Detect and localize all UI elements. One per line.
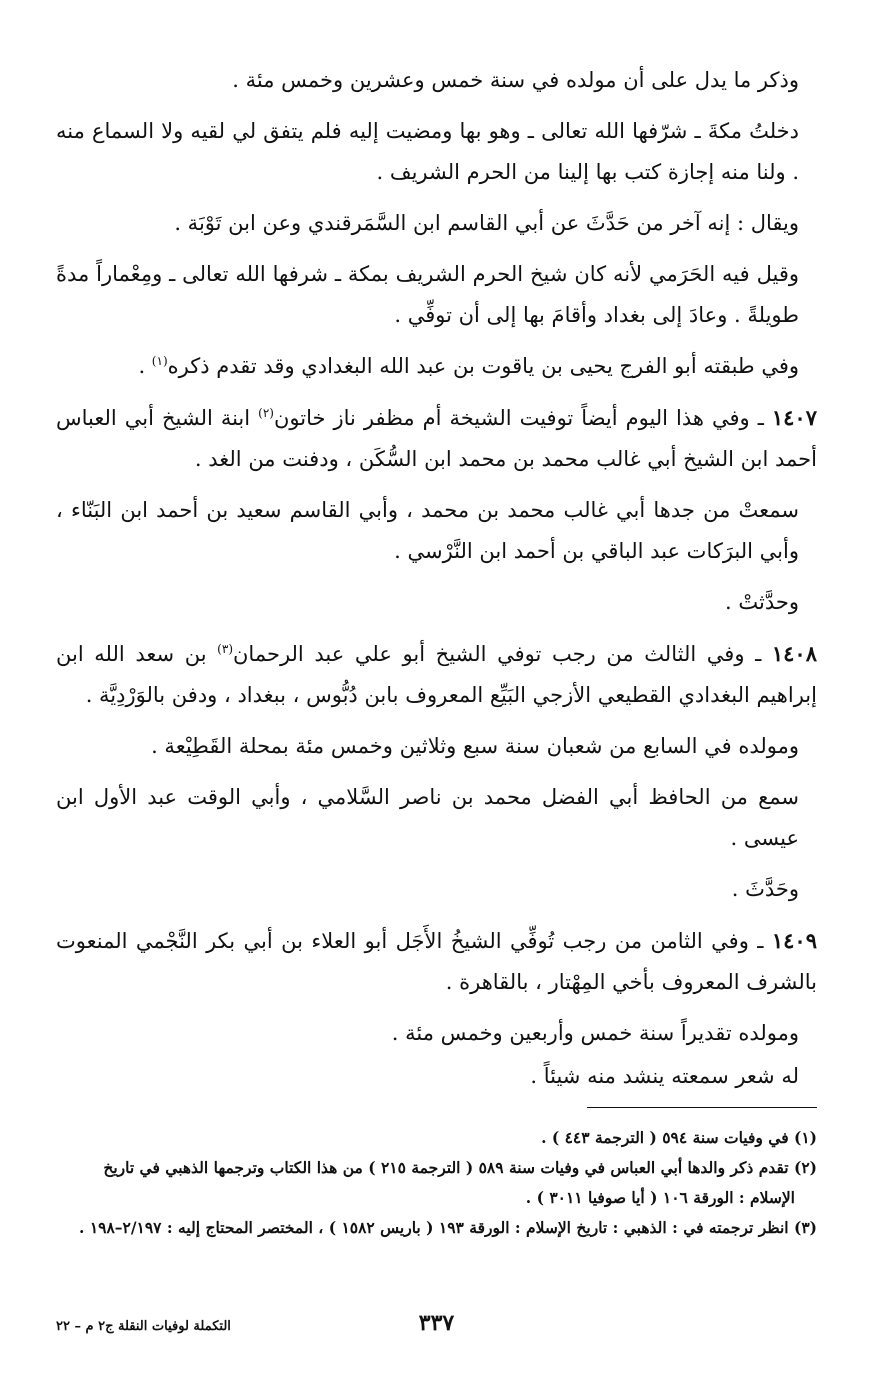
footnote: (٣) انظر ترجمته في : الذهبي : تاريخ الإسلام : الورقة ١٩٣ ( باريس ١٥٨٢ ) ، المختصر المحتاج إليه : ٢/١٩٧–١٩٨ . — [79, 1218, 817, 1237]
paragraph: ويقال : إنه آخر من حَدَّثَ عن أبي القاسم ابن السَّمَرقندي وعن ابن تَوْبَة . — [174, 211, 799, 235]
paragraph: سمع من الحافظ أبي الفضل محمد بن ناصر السَّلامي ، وأبي الوقت عبد الأول ابن عيسى . — [56, 785, 799, 850]
footnote: (٢) تقدم ذكر والدها أبي العباس في وفيات سنة ٥٨٩ ( الترجمة ٢١٥ ) من هذا الكتاب وترجمها الذهبي في تاريخ — [103, 1158, 817, 1177]
entry-number: ١٤٠٧ — [771, 405, 817, 430]
paragraph: وذكر ما يدل على أن مولده في سنة خمس وعشرين وخمس مئة . — [232, 68, 799, 92]
entry-number: ١٤٠٩ — [771, 928, 817, 953]
page-footer — [56, 1310, 817, 1336]
footnote: (١) في وفيات سنة ٥٩٤ ( الترجمة ٤٤٣ ) . — [541, 1128, 817, 1147]
paragraph: وفي طبقته أبو الفرج يحيى بن ياقوت بن عبد الله البغدادي وقد تقدم ذكره$^{(١)}$ . — [138, 354, 799, 378]
entry-1409: ١٤٠٩ ـ وفي الثامن من رجب تُوفِّي الشيخُ الأَجَل أبو العلاء بن أبي بكر النَّجْمي المنعوت بالشرف المعروف بأخي المِهْتار ، بالقاهرة . — [56, 928, 817, 994]
paragraph: ومولده في السابع من شعبان سنة سبع وثلاثين وخمس مئة بمحلة القَطِيْعة . — [151, 734, 799, 758]
footnote-ref: (١) — [151, 354, 168, 368]
paragraph: له شعر سمعته ينشد منه شيئاً . — [530, 1064, 799, 1088]
footnote-separator — [587, 1107, 817, 1108]
entry-1407: ١٤٠٧ ـ وفي هذا اليوم أيضاً توفيت الشيخة أم مظفر ناز خاتون$^{(٢)}$ ابنة الشيخ أبي العباس أحمد ابن الشيخ أبي غالب محمد بن محمد ابن السُّكَن ، ودفنت من الغد . — [56, 405, 817, 471]
entry-1408: ١٤٠٨ ـ وفي الثالث من رجب توفي الشيخ أبو علي عبد الرحمان$^{(٣)}$ بن سعد الله ابن إبراهيم البغدادي القطيعي الأزجي البَيِّع المعروف بابن دُبُّوس ، ببغداد ، ودفن بالوَرْدِيَّة . — [56, 641, 817, 707]
paragraph: وقيل فيه الحَرَمي لأنه كان شيخ الحرم الشريف بمكة ـ شرفها الله تعالى ـ ومِعْماراً مدةً طويلةً . وعادَ إلى بغداد وأقامَ بها إلى أن توفِّي . — [56, 262, 799, 327]
footnote-continuation: الإسلام : الورقة ١٠٦ ( أيا صوفيا ٣٠١١ ) . — [525, 1188, 795, 1207]
paragraph: وحدَّثتْ . — [725, 590, 799, 614]
paragraph: دخلتُ مكةَ ـ شرّفها الله تعالى ـ وهو بها ومضيت إليه فلم يتفق لي لقيه ولا السماع منه . ولنا منه إجازة كتب بها إلينا من الحرم الشريف . — [56, 119, 799, 184]
footnotes-section — [56, 1107, 817, 1243]
footnotes — [56, 1107, 817, 1243]
paragraph: سمعتْ من جدها أبي غالب محمد بن محمد ، وأبي القاسم سعيد بن أحمد ابن البَنّاء ، وأبي البرَكات عبد الباقي بن أحمد ابن النَّرْسي . — [56, 498, 799, 563]
footnote-ref: (٣) — [217, 642, 233, 656]
paragraph: وحَدَّثَ . — [731, 877, 799, 901]
main-text — [56, 60, 817, 1097]
series-title-text: التكملة لوفيات النقلة ج٢ م – ٢٢ — [56, 1319, 231, 1334]
page-number: ٣٣٧ — [418, 1310, 455, 1336]
footnote-ref: (٢) — [258, 406, 274, 420]
series-title — [56, 1319, 316, 1334]
entry-number: ١٤٠٨ — [771, 641, 817, 666]
paragraph: ومولده تقديراً سنة خمس وأربعين وخمس مئة . — [391, 1021, 799, 1045]
